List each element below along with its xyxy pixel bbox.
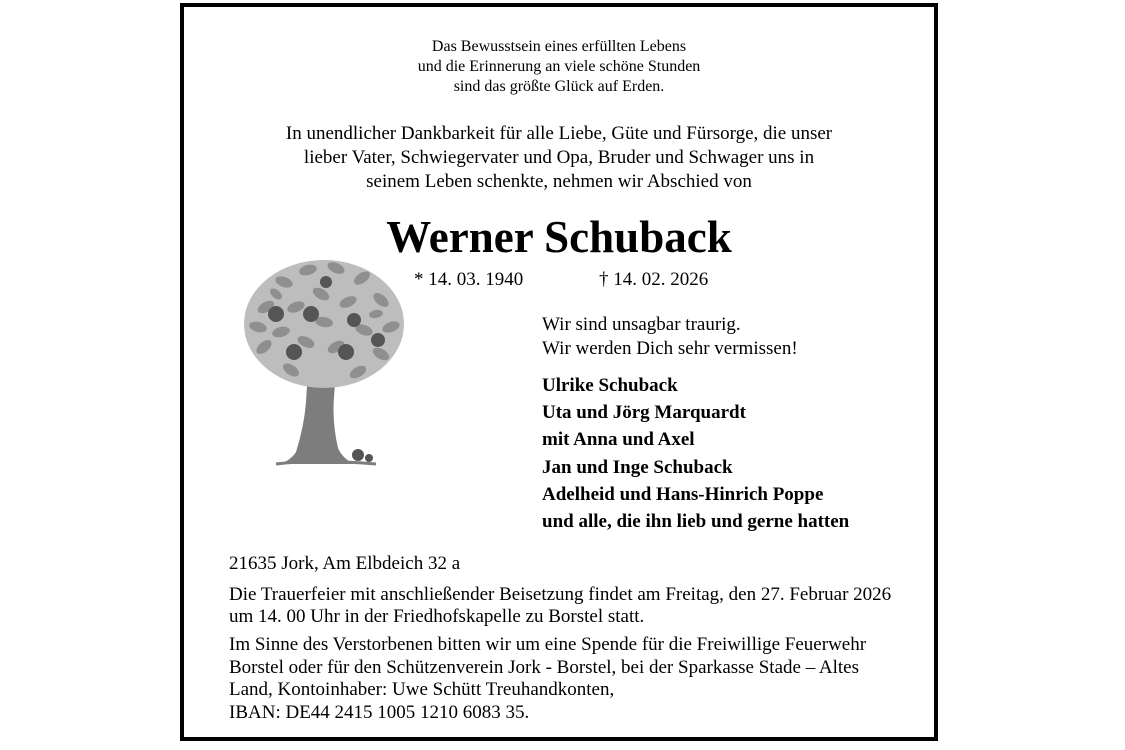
mourner: Jan und Inge Schuback bbox=[542, 456, 733, 478]
ceremony-info bbox=[229, 584, 909, 628]
motto bbox=[184, 37, 934, 97]
intro-line: seinem Leben schenkte, nehmen wir Abschied von bbox=[366, 171, 752, 192]
mourners-list bbox=[542, 372, 849, 535]
address: 21635 Jork, Am Elbdeich 32 a bbox=[229, 553, 461, 574]
donation-line: IBAN: DE44 2415 1005 1210 6083 35. bbox=[229, 701, 530, 723]
grief-line: Wir werden Dich sehr vermissen! bbox=[542, 338, 798, 359]
intro-line: In unendlicher Dankbarkeit für alle Liebe, Güte und Fürsorge, die unser bbox=[285, 123, 833, 144]
donation-line: Borstel oder für den Schützenverein Jork - Borstel, bei der Sparkasse Stade – Altes bbox=[229, 656, 860, 678]
deceased-name: Werner Schuback bbox=[386, 212, 732, 262]
obituary-frame bbox=[180, 3, 938, 741]
motto-line: Das Bewusstsein eines erfüllten Lebens bbox=[431, 38, 687, 55]
mourner: mit Anna und Axel bbox=[542, 429, 695, 451]
mourner: Adelheid und Hans-Hinrich Poppe bbox=[542, 483, 824, 505]
grief-line: Wir sind unsagbar traurig. bbox=[542, 314, 741, 335]
birth-date: * 14. 03. 1940 bbox=[414, 269, 524, 290]
donation-line: Land, Kontoinhaber: Uwe Schütt Treuhandkonten, bbox=[229, 679, 615, 700]
mourner: Ulrike Schuback bbox=[542, 375, 678, 396]
mourner: Uta und Jörg Marquardt bbox=[542, 402, 746, 424]
donation-line: Im Sinne des Verstorbenen bitten wir um eine Spende für die Freiwillige Feuerwehr bbox=[229, 634, 867, 655]
grief-message bbox=[542, 313, 798, 361]
motto-line: und die Erinnerung an viele schöne Stunden bbox=[417, 58, 701, 75]
mourner: und alle, die ihn lieb und gerne hatten bbox=[542, 511, 850, 533]
ceremony-line: Die Trauerfeier mit anschließender Beisetzung findet am Freitag, den 27. Februar 2026 bbox=[229, 584, 892, 605]
ceremony-line: um 14. 00 Uhr in der Friedhofskapelle zu Borstel statt. bbox=[229, 606, 645, 627]
apple-tree-icon bbox=[236, 252, 411, 472]
intro-text bbox=[184, 122, 934, 194]
intro-line: lieber Vater, Schwiegervater und Opa, Bruder und Schwager uns in bbox=[303, 147, 815, 168]
donation-info bbox=[229, 634, 909, 724]
motto-line: sind das größte Glück auf Erden. bbox=[453, 78, 665, 95]
death-date: † 14. 02. 2026 bbox=[599, 269, 709, 290]
